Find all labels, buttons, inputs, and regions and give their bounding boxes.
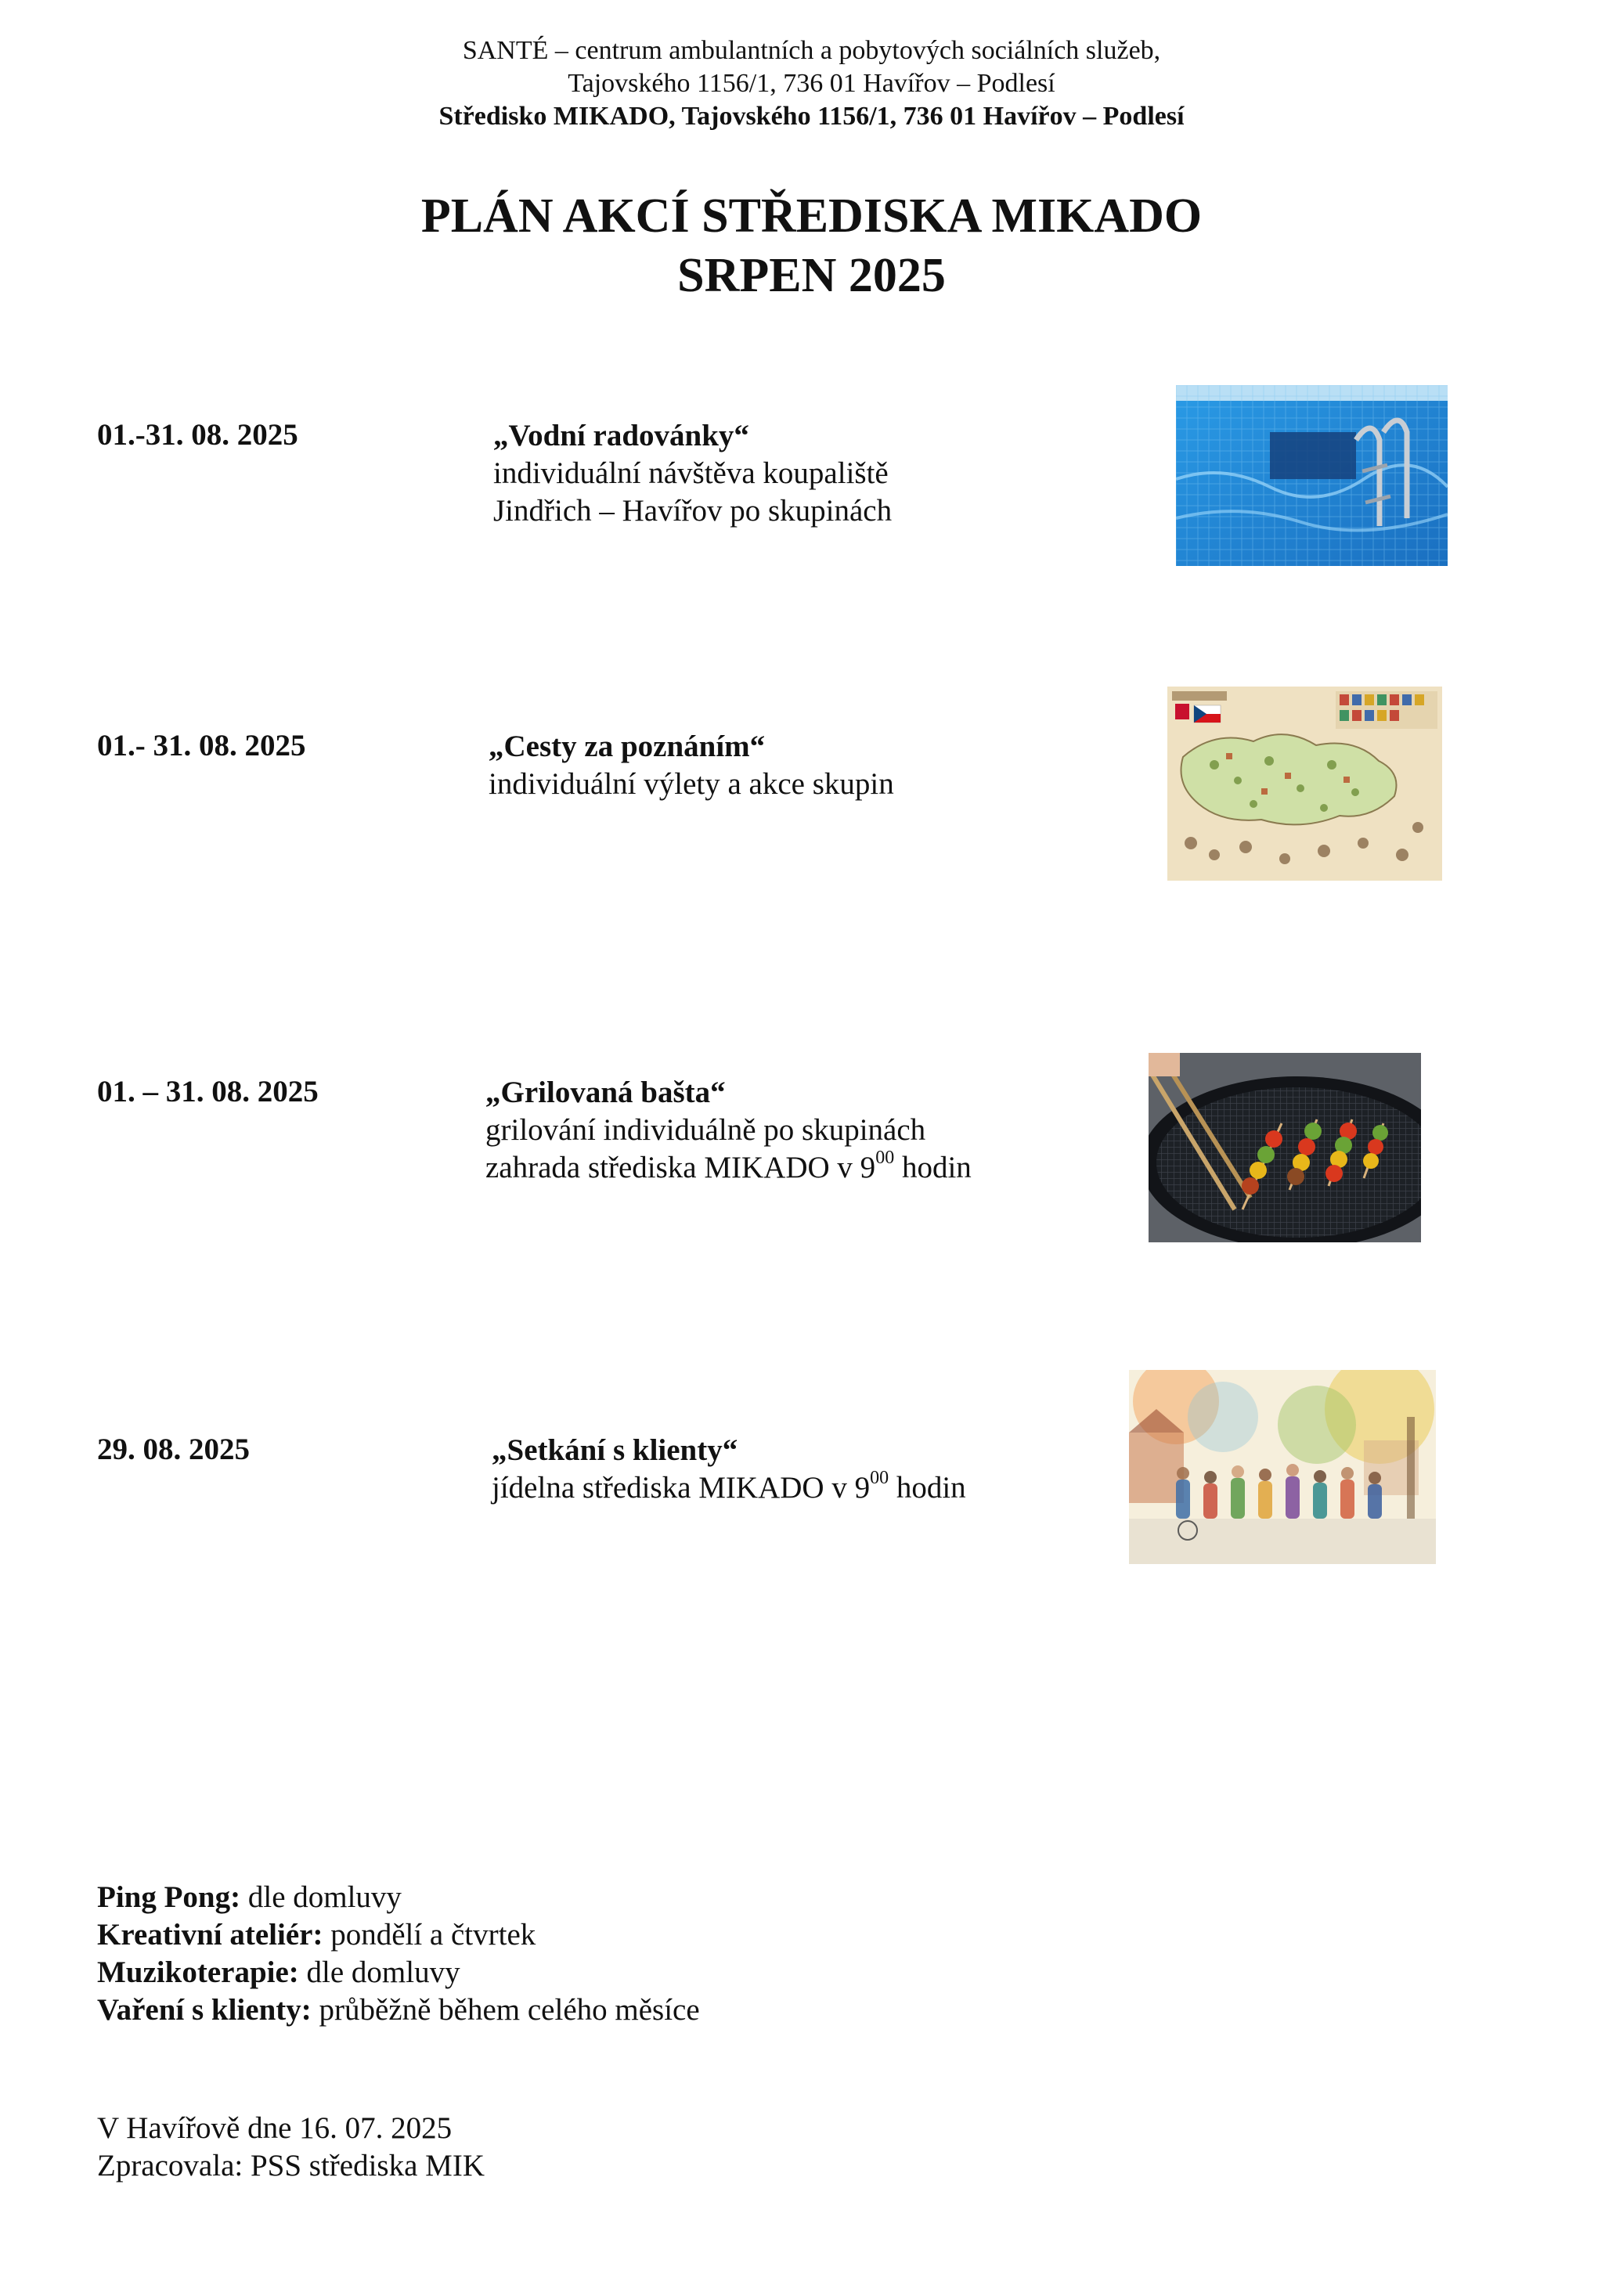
document-author: Zpracovala: PSS střediska MIK — [97, 2149, 485, 2182]
event-description: individuální výlety a akce skupin — [489, 767, 894, 801]
event-name: „Setkání s klienty“ — [492, 1433, 738, 1467]
activity-cooking: Vaření s klienty: průběžně během celého měsíce — [97, 1993, 700, 2027]
regular-activities — [97, 1879, 700, 2029]
event-description: Jindřich – Havířov po skupinách — [493, 494, 893, 528]
title-line-1: PLÁN AKCÍ STŘEDISKA MIKADO — [420, 189, 1203, 243]
event-date: 01.-31. 08. 2025 — [97, 418, 298, 452]
event-date: 29. 08. 2025 — [97, 1433, 250, 1466]
document-footer — [97, 2110, 485, 2185]
event-description: individuální návštěva koupaliště — [493, 456, 889, 490]
activity-ping-pong: Ping Pong: dle domluvy — [97, 1880, 402, 1914]
event-name: „Grilovaná bašta“ — [485, 1076, 726, 1109]
swimming-pool-photo — [1176, 385, 1448, 566]
people-watercolor-illustration — [1129, 1370, 1436, 1564]
event-date: 01. – 31. 08. 2025 — [97, 1075, 319, 1108]
organization-address: Tajovského 1156/1, 736 01 Havířov – Podlesí — [568, 69, 1055, 98]
document-date: V Havířově dne 16. 07. 2025 — [97, 2111, 453, 2145]
event-date: 01.- 31. 08. 2025 — [97, 729, 306, 762]
grill-skewers-photo — [1149, 1053, 1421, 1242]
center-address: Středisko MIKADO, Tajovského 1156/1, 736 01 Havířov – Podlesí — [438, 102, 1185, 131]
event-name: „Cesty za poznáním“ — [489, 730, 766, 763]
organization-header — [0, 34, 1623, 133]
organization-name: SANTÉ – centrum ambulantních a pobytových sociálních služeb, — [462, 36, 1161, 65]
activity-creative-studio: Kreativní ateliér: pondělí a čtvrtek — [97, 1918, 536, 1952]
event-details — [492, 1432, 966, 1507]
czech-map-illustration — [1167, 687, 1442, 881]
event-description: zahrada střediska MIKADO v $9^{00}$ hodin — [485, 1148, 972, 1184]
title-line-2: SRPEN 2025 — [677, 249, 946, 302]
event-description: jídelna střediska MIKADO v $9^{00}$ hodin — [492, 1468, 966, 1505]
activity-music-therapy: Muzikoterapie: dle domluvy — [97, 1955, 460, 1989]
event-details — [489, 728, 894, 803]
event-name: „Vodní radovánky“ — [493, 419, 749, 452]
event-details — [485, 1074, 972, 1187]
event-details — [493, 417, 892, 530]
page-title — [0, 186, 1623, 305]
event-description: grilování individuálně po skupinách — [485, 1113, 926, 1147]
